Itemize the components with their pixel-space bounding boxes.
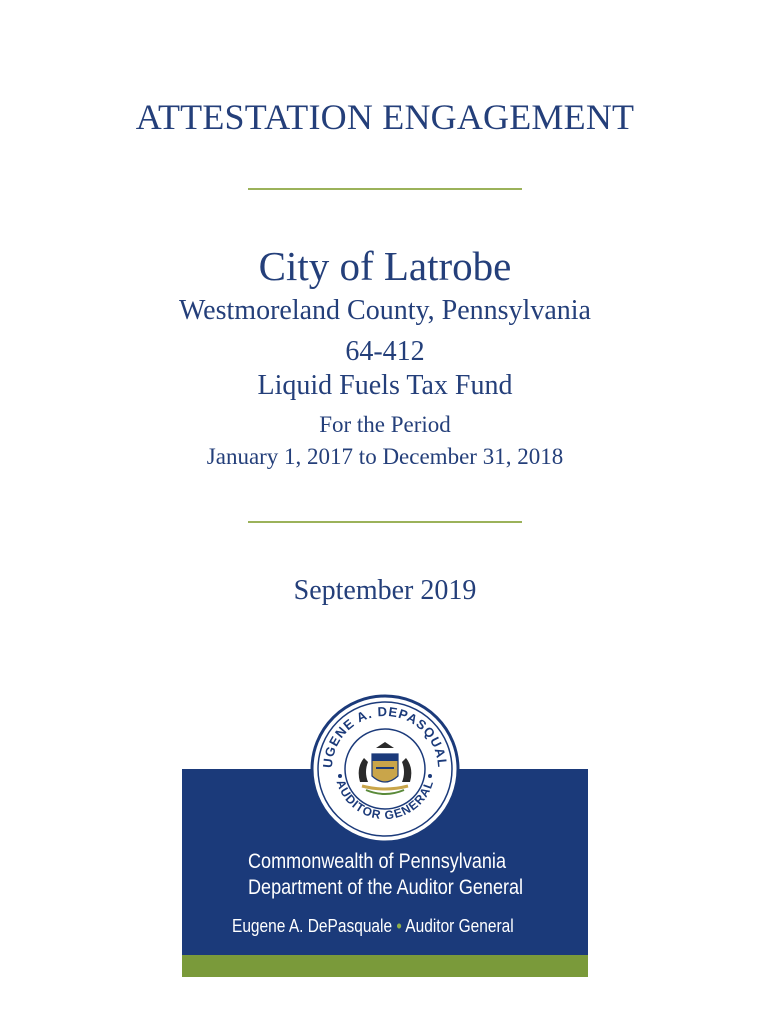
separator-dot: • — [396, 916, 402, 936]
entity-name: City of Latrobe — [258, 243, 512, 289]
org-line-department: Department of the Auditor General — [248, 876, 524, 899]
org-line-commonwealth: Commonwealth of Pennsylvania — [248, 850, 506, 873]
report-type-heading: ATTESTATION ENGAGEMENT — [135, 97, 635, 137]
report-date: September 2019 — [293, 575, 477, 606]
official-title: Auditor General — [405, 916, 514, 936]
seal-icon — [310, 694, 460, 844]
auditor-general-seal — [310, 694, 460, 844]
entity-location: Westmoreland County, Pennsylvania — [179, 295, 591, 326]
period-range: January 1, 2017 to December 31, 2018 — [206, 444, 564, 469]
seal-text-top: UGENE A. DEPASQUAL — [319, 703, 451, 769]
divider-bottom — [248, 521, 522, 523]
official-line — [232, 916, 524, 937]
entity-code: 64-412 — [345, 336, 425, 367]
seal-text-bottom: AUDITOR GENERAL — [333, 777, 437, 823]
period-label: For the Period — [319, 412, 451, 437]
official-name: Eugene A. DePasquale — [232, 916, 393, 936]
fund-name: Liquid Fuels Tax Fund — [257, 370, 513, 401]
divider-top — [248, 188, 522, 190]
agency-banner-accent-bar — [182, 955, 588, 977]
